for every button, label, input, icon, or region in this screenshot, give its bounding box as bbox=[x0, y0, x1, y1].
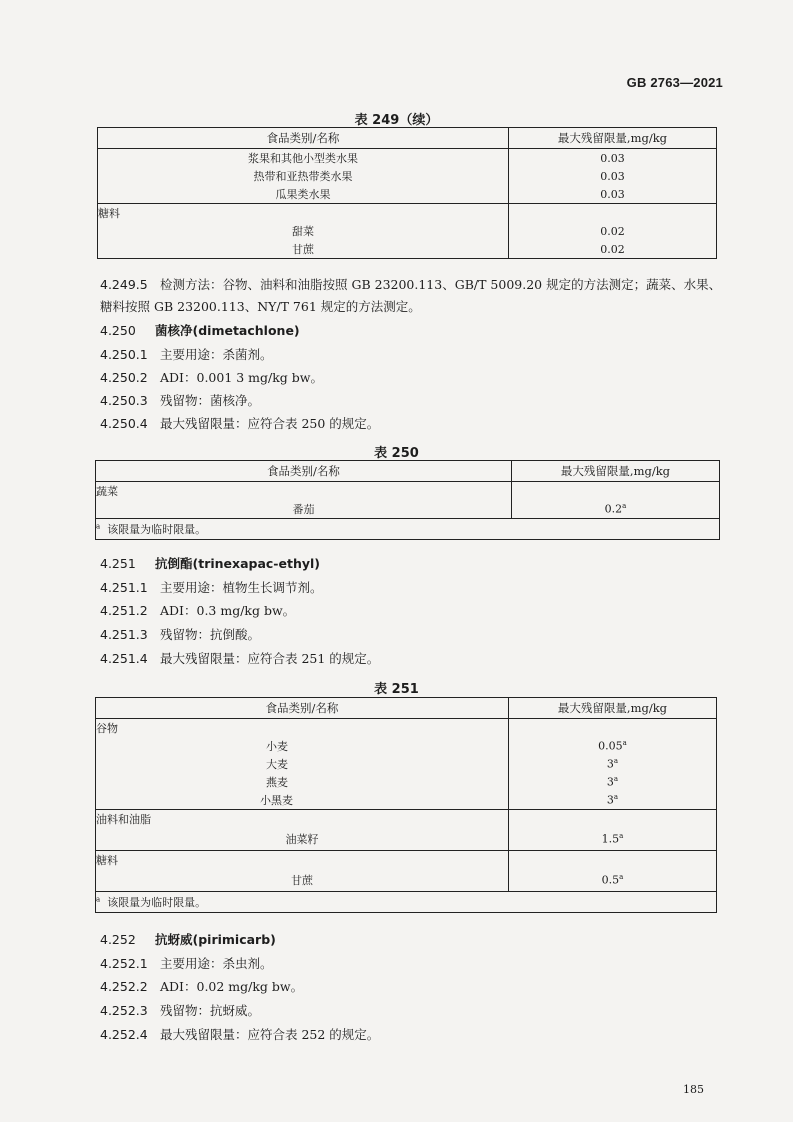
row-value: 0.02 bbox=[600, 242, 625, 256]
clause: 4.250.1 主要用途：杀菌剂。 bbox=[100, 347, 273, 362]
section-4-251-heading bbox=[100, 554, 320, 572]
section-title: 抗蚜威(pirimicarb) bbox=[155, 932, 276, 947]
row-name: 甘蔗 bbox=[98, 240, 509, 259]
row-name: 瓜果类水果 bbox=[98, 185, 509, 204]
table-251-caption: 表 251 bbox=[374, 682, 419, 697]
table-row bbox=[98, 149, 717, 168]
clause: 4.252.4 最大残留限量：应符合表 252 的规定。 bbox=[100, 1027, 380, 1042]
row-name: 热带和亚热带类水果 bbox=[98, 167, 509, 185]
col-header-name: 食品类别/名称 bbox=[96, 698, 509, 719]
table-row: 甘蔗 0.5$^a$ bbox=[96, 869, 717, 892]
clause: 4.250.3 残留物：菌核净。 bbox=[100, 393, 261, 408]
col-header-limit: 最大残留限量,mg/kg bbox=[509, 698, 717, 719]
col-header-name: 食品类别/名称 bbox=[96, 461, 512, 482]
table-249-caption: 表 249（续） bbox=[354, 113, 439, 128]
clause: 4.250.2 ADI：0.001 3 mg/kg bw。 bbox=[100, 370, 323, 385]
table-row bbox=[98, 222, 717, 240]
section-number: 4.252 bbox=[100, 932, 136, 947]
row-value: 0.03 bbox=[600, 169, 625, 183]
table-row bbox=[98, 167, 717, 185]
col-header-name: 食品类别/名称 bbox=[98, 128, 509, 149]
table-row bbox=[98, 185, 717, 204]
row-value: 0.2$^a$ bbox=[604, 502, 627, 516]
clause: 4.251.2 ADI：0.3 mg/kg bw。 bbox=[100, 603, 296, 618]
clause: 4.251.3 残留物：抗倒酸。 bbox=[100, 627, 261, 642]
group-label: 糖料 bbox=[96, 851, 509, 870]
clause-number: 4.249.5 bbox=[100, 277, 148, 292]
clause: 4.251.1 主要用途：植物生长调节剂。 bbox=[100, 580, 323, 595]
section-4-252-heading bbox=[100, 930, 276, 948]
table-250-caption: 表 250 bbox=[374, 446, 419, 461]
row-name: 浆果和其他小型类水果 bbox=[98, 149, 509, 168]
table-group-row bbox=[96, 482, 720, 501]
row-value: 0.03 bbox=[600, 187, 625, 201]
table-249 bbox=[97, 127, 717, 259]
table-row: 小麦 0.05$^a$ bbox=[96, 737, 717, 755]
table-250 bbox=[95, 460, 720, 540]
clause: 4.250.4 最大残留限量：应符合表 250 的规定。 bbox=[100, 416, 380, 431]
table-row: 燕麦 3$^a$ bbox=[96, 773, 717, 791]
table-row bbox=[98, 240, 717, 259]
table-group-row bbox=[96, 810, 717, 829]
table-group-row bbox=[98, 204, 717, 223]
col-header-limit: 最大残留限量,mg/kg bbox=[509, 128, 717, 149]
col-header-limit: 最大残留限量,mg/kg bbox=[512, 461, 720, 482]
clause-4-249-5-cont bbox=[100, 297, 421, 315]
group-label: 谷物 bbox=[96, 719, 509, 738]
standard-number: GB 2763—2021 bbox=[626, 75, 723, 90]
section-number: 4.250 bbox=[100, 323, 136, 338]
clause: 4.252.1 主要用途：杀虫剂。 bbox=[100, 956, 273, 971]
clause: 4.251.4 最大残留限量：应符合表 251 的规定。 bbox=[100, 651, 380, 666]
table-row: 小黑麦 3$^a$ bbox=[96, 791, 717, 810]
row-name: 甜菜 bbox=[98, 222, 509, 240]
table-group-row bbox=[96, 851, 717, 870]
table-row: 油菜籽 1.5$^a$ bbox=[96, 828, 717, 851]
group-label: 油料和油脂 bbox=[96, 810, 509, 829]
clause-text: 糖料按照 GB 23200.113、NY/T 761 规定的方法测定。 bbox=[100, 299, 421, 314]
section-title: 菌核净(dimetachlone) bbox=[155, 323, 300, 338]
table-row: 大麦 3$^a$ bbox=[96, 755, 717, 773]
section-number: 4.251 bbox=[100, 556, 136, 571]
table-group-row bbox=[96, 719, 717, 738]
clause-4-249-5 bbox=[100, 275, 721, 293]
page-number: 185 bbox=[683, 1083, 704, 1096]
table-row bbox=[96, 500, 720, 519]
row-value: 0.02 bbox=[600, 224, 625, 238]
group-label: 蔬菜 bbox=[96, 482, 512, 501]
section-4-250-heading bbox=[100, 321, 300, 339]
table-footnote: $^a$ 该限量为临时限量。 bbox=[96, 892, 717, 913]
table-251 bbox=[95, 697, 717, 913]
clause: 4.252.3 残留物：抗蚜威。 bbox=[100, 1003, 261, 1018]
row-name: 番茄 bbox=[96, 500, 512, 519]
group-label: 糖料 bbox=[98, 204, 509, 223]
row-value: 0.03 bbox=[600, 151, 625, 165]
section-title: 抗倒酯(trinexapac-ethyl) bbox=[155, 556, 320, 571]
clause: 4.252.2 ADI：0.02 mg/kg bw。 bbox=[100, 979, 304, 994]
clause-text: 检测方法：谷物、油料和油脂按照 GB 23200.113、GB/T 5009.20 规定的方法测定；蔬菜、水果、 bbox=[160, 277, 722, 292]
table-footnote: $^a$ 该限量为临时限量。 bbox=[96, 519, 720, 540]
